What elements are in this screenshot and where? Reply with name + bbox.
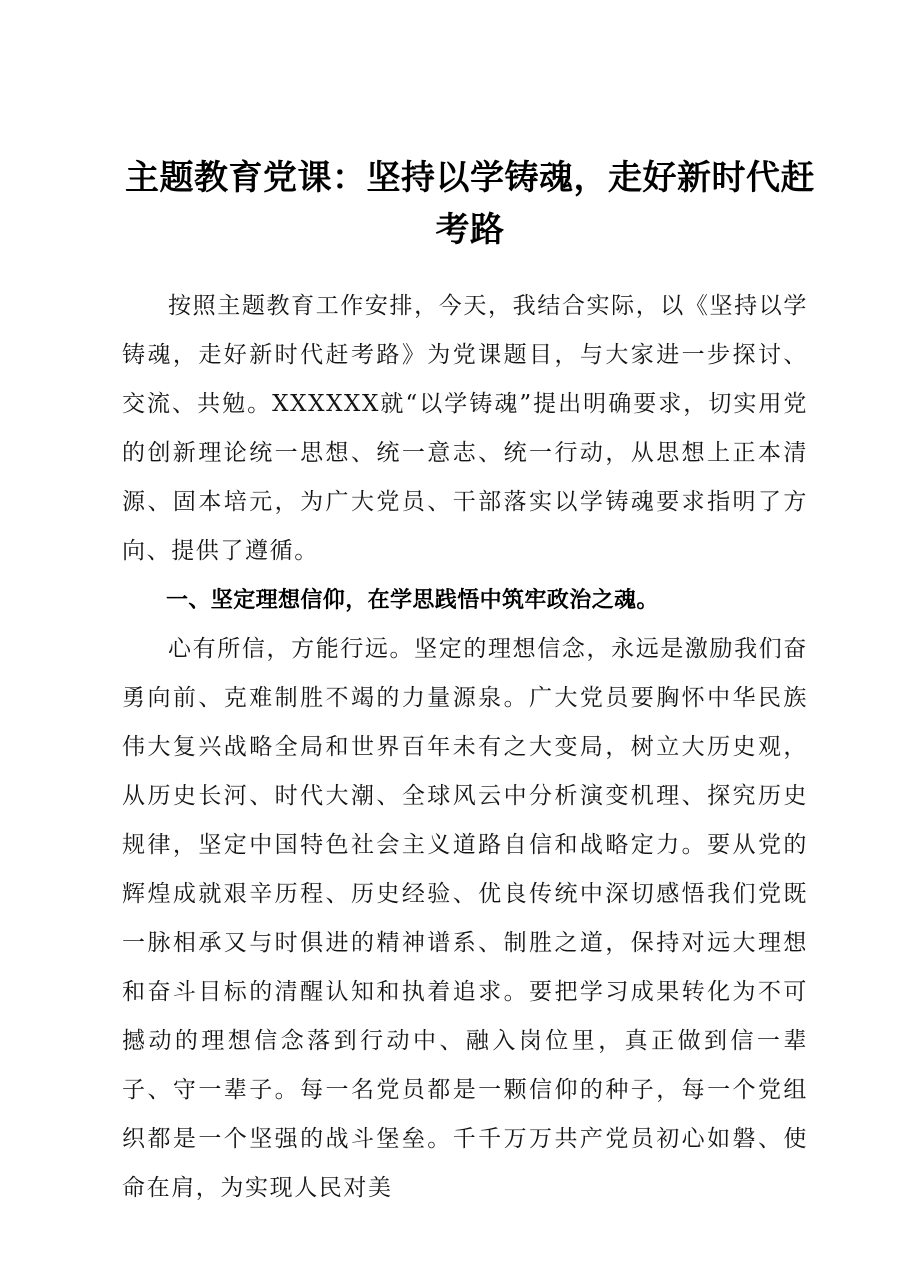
intro-paragraph: 按照主题教育工作安排，今天，我结合实际，以《坚持以学铸魂，走好新时代赶考路》为党课题目，与大家进一步探讨、交流、共勉。XXXXXX就“以学铸魂”提出明确要求，切实用党的创新理论统一思想、统一意志、统一行动，从思想上正本清源、固本培元，为广大党员、干部落实以学铸魂要求指明了方向、提供了遵循。 [122,293,808,564]
document-title: 主题教育党课：坚持以学铸魂，走好新时代赶考路 [125,158,815,250]
document-body [122,282,808,1213]
section-heading: 一、坚定理想信仰，在学思践悟中筑牢政治之魂。 [166,588,659,613]
section-paragraph: 心有所信，方能行远。坚定的理想信念，永远是激励我们奋勇向前、克难制胜不竭的力量源泉。广大党员要胸怀中华民族伟大复兴战略全局和世界百年未有之大变局，树立大历史观，从历史长河、时代大潮、全球风云中分析演变机理、探究历史规律，坚定中国特色社会主义道路自信和战略定力。要从党的辉煌成就艰辛历程、历史经验、优良传统中深切感悟我们党既一脉相承又与时俱进的精神谱系、制胜之道，保持对远大理想和奋斗目标的清醒认知和执着追求。要把学习成果转化为不可撼动的理想信念落到行动中、融入岗位里，真正做到信一辈子、守一辈子。每一名党员都是一颗信仰的种子，每一个党组织都是一个坚强的战斗堡垒。千千万万共产党员初心如磐、使命在肩，为实现人民对美 [122,636,808,1201]
